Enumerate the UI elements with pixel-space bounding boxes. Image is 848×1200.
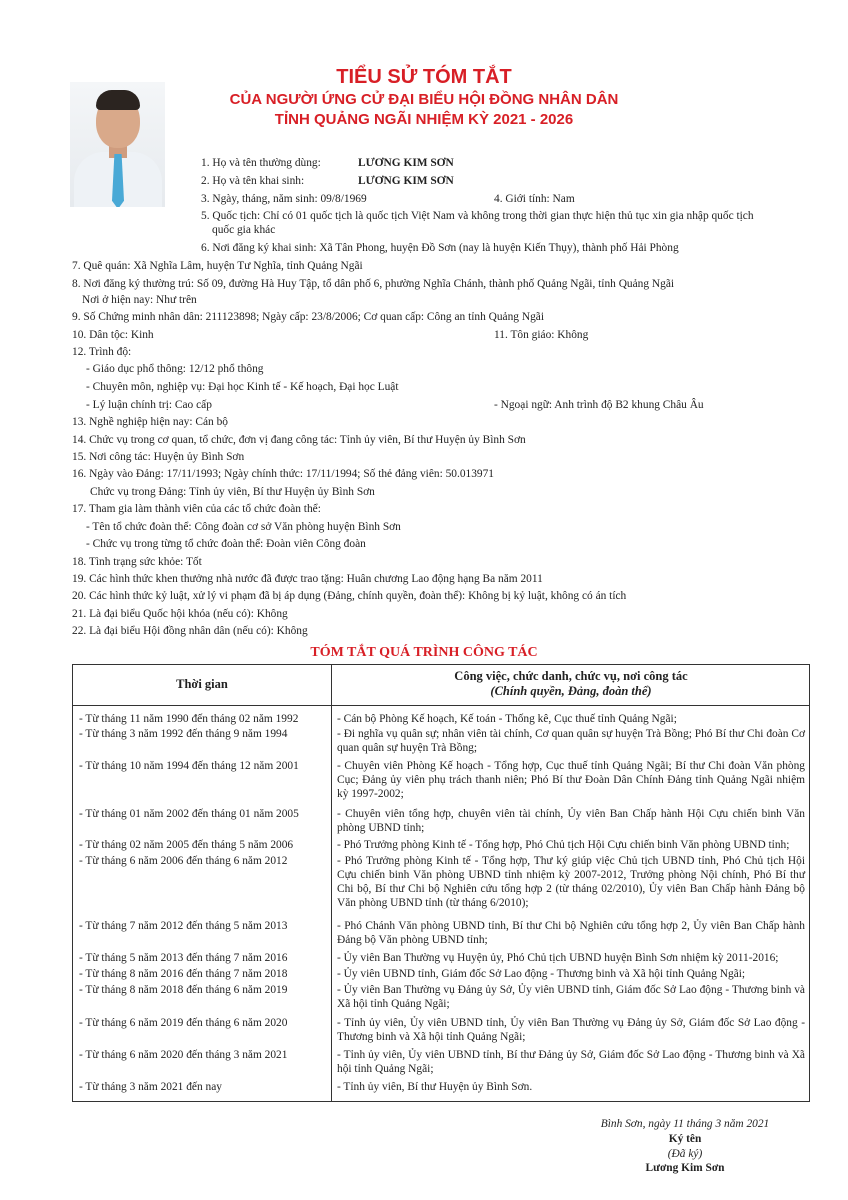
career-table [72, 664, 810, 1102]
row-time: - Từ tháng 3 năm 2021 đến nay [79, 1081, 222, 1093]
field-birth-name-label: 2. Họ và tên khai sinh: [201, 175, 305, 187]
row-work: - Chuyên viên tổng hợp, chuyên viên tài chính, Ủy viên Ban Chấp hành Hội Cựu chiến binh Văn phòng UBND tỉnh; [337, 808, 805, 834]
field-religion: 11. Tôn giáo: Không [494, 329, 589, 341]
field-id-card: 9. Số Chứng minh nhân dân: 211123898; Ngày cấp: 23/8/2006; Cơ quan cấp: Công an tỉnh Quảng Ngãi [72, 311, 544, 323]
signature-name: Lương Kim Sơn [645, 1162, 725, 1174]
field-common-name-label: 1. Họ và tên thường dùng: [201, 157, 321, 169]
field-national-assembly: 21. Là đại biểu Quốc hội khóa (nếu có): Không [72, 608, 288, 620]
field-birth-registration: 6. Nơi đăng ký khai sinh: Xã Tân Phong, huyện Đồ Sơn (nay là huyện Kiến Thụy), thành phố Hải Phòng [201, 242, 679, 254]
row-work: - Ủy viên Ban Thường vụ Đảng ủy Sở, Ủy viên UBND tỉnh, Giám đốc Sở Lao động - Thương binh và Xã hội tỉnh Quảng Ngãi; [337, 984, 805, 1010]
field-party-join: 16. Ngày vào Đảng: 17/11/1993; Ngày chính thức: 17/11/1994; Số thẻ đảng viên: 50.013971 [72, 468, 494, 480]
row-work: - Tỉnh ủy viên, Ủy viên UBND tỉnh, Ủy viên Ban Thường vụ Đảng ủy Sở, Giám đốc Sở Lao động - Thương binh và Xã hội tỉnh Quảng Ngãi; [337, 1017, 805, 1043]
field-peoples-council: 22. Là đại biểu Hội đồng nhân dân (nếu có): Không [72, 625, 308, 637]
row-time: - Từ tháng 8 năm 2016 đến tháng 7 năm 2018 [79, 968, 288, 980]
signature-signed-note: (Đã ký) [667, 1148, 703, 1160]
signature-label: Ký tên [668, 1133, 702, 1145]
field-awards: 19. Các hình thức khen thưởng nhà nước đã được trao tặng: Huân chương Lao động hạng Ba năm 2011 [72, 573, 543, 585]
field-discipline: 20. Các hình thức kỷ luật, xử lý vi phạm đã bị áp dụng (Đảng, chính quyền, đoàn thể): Không bị kỷ luật, không có án tích [72, 590, 627, 602]
column-header-work-line2: (Chính quyền, Đảng, đoàn thể) [490, 684, 652, 698]
field-health: 18. Tình trạng sức khỏe: Tốt [72, 556, 202, 568]
row-time: - Từ tháng 11 năm 1990 đến tháng 02 năm 1992 [79, 713, 299, 725]
field-specialization: - Chuyên môn, nghiệp vụ: Đại học Kinh tế - Kế hoạch, Đại học Luật [86, 381, 399, 393]
row-work: - Đi nghĩa vụ quân sự; nhân viên tài chính, Cơ quan quân sự huyện Trà Bồng; Phó Bí thư Chi đoàn Cơ quan quân sự huyện Trà Bồng; [337, 728, 805, 754]
row-work: - Phó Trưởng phòng Kinh tế - Tổng hợp, Phó Chủ tịch Hội Cựu chiến binh Văn phòng UBND tỉnh; [337, 839, 790, 851]
field-education: 12. Trình độ: [72, 346, 132, 358]
field-political-theory: - Lý luận chính trị: Cao cấp [86, 399, 212, 411]
column-header-work [332, 669, 810, 699]
field-workplace: 15. Nơi công tác: Huyện ủy Bình Sơn [72, 451, 245, 463]
field-party-position: Chức vụ trong Đảng: Tỉnh ủy viên, Bí thư Huyện ủy Bình Sơn [90, 486, 375, 498]
field-nationality: 5. Quốc tịch: Chỉ có 01 quốc tịch là quốc tịch Việt Nam và không trong thời gian thực hiện thủ tục xin gia nhập quốc tịch [201, 210, 754, 222]
field-position: 14. Chức vụ trong cơ quan, tổ chức, đơn vị đang công tác: Tỉnh ủy viên, Bí thư Huyện ủy Bình Sơn [72, 434, 526, 446]
row-time: - Từ tháng 10 năm 1994 đến tháng 12 năm 2001 [79, 760, 299, 772]
field-ethnicity: 10. Dân tộc: Kinh [72, 329, 154, 341]
field-organization-name: - Tên tổ chức đoàn thể: Công đoàn cơ sở Văn phòng huyện Bình Sơn [86, 521, 401, 533]
row-work: - Chuyên viên Phòng Kế hoạch - Tổng hợp, Cục thuế tỉnh Quảng Ngãi; Bí thư Chi đoàn Văn phòng Cục; Đảng ủy viên phụ trách thanh niên; Phó Bí thư Đoàn Dân Chính Đảng tỉnh Quảng Ngãi nhiệm kỳ 1997-2002; [337, 760, 805, 800]
column-header-time: Thời gian [176, 677, 228, 691]
field-birthdate: 3. Ngày, tháng, năm sinh: 09/8/1969 [201, 193, 367, 205]
field-common-name-value: LƯƠNG KIM SƠN [358, 157, 454, 169]
row-time: - Từ tháng 5 năm 2013 đến tháng 7 năm 2016 [79, 952, 288, 964]
doc-subtitle-1: CỦA NGƯỜI ỨNG CỬ ĐẠI BIỂU HỘI ĐỒNG NHÂN DÂN [229, 91, 619, 108]
field-organization-role: - Chức vụ trong từng tổ chức đoàn thể: Đoàn viên Công đoàn [86, 538, 366, 550]
row-work: - Ủy viên Ban Thường vụ Huyện ủy, Phó Chủ tịch UBND huyện Bình Sơn nhiệm kỳ 2011-2016; [337, 952, 779, 964]
career-section-title: TÓM TẮT QUÁ TRÌNH CÔNG TÁC [310, 645, 538, 660]
row-work: - Phó Trưởng phòng Kinh tế - Tổng hợp, Thư ký giúp việc Chủ tịch UBND tỉnh, Phó Chủ tịch Hội Cựu chiến binh Văn phòng UBND tỉnh nhiệm kỳ 2007-2012, Trưởng phòng Nội chính, Phó Bí thư Chi bộ, Bí thư Chi bộ Nghiên cứu tổng hợp 2 (từ tháng 02/2010), Ủy viên Ban Chấp hành Đảng bộ Văn phòng UBND tỉnh (từ tháng 6/2010); [337, 855, 805, 909]
row-work: - Phó Chánh Văn phòng UBND tỉnh, Bí thư Chi bộ Nghiên cứu tổng hợp 2, Ủy viên Ban Chấp hành Đảng bộ Văn phòng UBND tỉnh; [337, 920, 805, 946]
row-time: - Từ tháng 8 năm 2018 đến tháng 6 năm 2019 [79, 984, 288, 996]
row-work: - Ủy viên UBND tỉnh, Giám đốc Sở Lao động - Thương binh và Xã hội tỉnh Quảng Ngãi; [337, 968, 746, 980]
column-header-work-line1: Công việc, chức danh, chức vụ, nơi công tác [454, 669, 688, 683]
field-hometown: 7. Quê quán: Xã Nghĩa Lâm, huyện Tư Nghĩa, tỉnh Quảng Ngãi [72, 260, 363, 272]
doc-subtitle-2: TỈNH QUẢNG NGÃI NHIỆM KỲ 2021 - 2026 [274, 111, 574, 128]
row-time: - Từ tháng 6 năm 2006 đến tháng 6 năm 2012 [79, 855, 288, 867]
row-work: - Tỉnh ủy viên, Bí thư Huyện ủy Bình Sơn. [337, 1081, 533, 1093]
row-time: - Từ tháng 6 năm 2020 đến tháng 3 năm 2021 [79, 1049, 288, 1061]
field-foreign-language: - Ngoại ngữ: Anh trình độ B2 khung Châu Âu [494, 399, 704, 411]
field-birth-name-value: LƯƠNG KIM SƠN [358, 175, 454, 187]
row-time: - Từ tháng 3 năm 1992 đến tháng 9 năm 1994 [79, 728, 288, 740]
field-nationality-cont: quốc gia khác [212, 224, 276, 236]
doc-title: TIỂU SỬ TÓM TẮT [336, 66, 512, 88]
row-time: - Từ tháng 02 năm 2005 đến tháng 5 năm 2006 [79, 839, 294, 851]
row-work: - Tỉnh ủy viên, Ủy viên UBND tỉnh, Bí thư Đảng ủy Sở, Giám đốc Sở Lao động - Thương binh và Xã hội tỉnh Quảng Ngãi; [337, 1049, 805, 1075]
row-time: - Từ tháng 7 năm 2012 đến tháng 5 năm 2013 [79, 920, 288, 932]
field-residence: 8. Nơi đăng ký thường trú: Số 09, đường Hà Huy Tập, tổ dân phố 6, phường Nghĩa Chánh, thành phố Quảng Ngãi, tỉnh Quảng Ngãi [72, 278, 675, 290]
row-time: - Từ tháng 01 năm 2002 đến tháng 01 năm 2005 [79, 808, 299, 820]
field-occupation: 13. Nghề nghiệp hiện nay: Cán bộ [72, 416, 228, 428]
field-general-education: - Giáo dục phổ thông: 12/12 phổ thông [86, 363, 264, 375]
row-time: - Từ tháng 6 năm 2019 đến tháng 6 năm 2020 [79, 1017, 288, 1029]
row-work: - Cán bộ Phòng Kế hoạch, Kế toán - Thống kê, Cục thuế tỉnh Quảng Ngãi; [337, 713, 677, 725]
field-current-address: Nơi ở hiện nay: Như trên [82, 294, 197, 306]
field-gender: 4. Giới tính: Nam [494, 193, 575, 205]
field-organizations: 17. Tham gia làm thành viên của các tổ chức đoàn thể: [72, 503, 321, 515]
signature-place-date: Bình Sơn, ngày 11 tháng 3 năm 2021 [600, 1118, 770, 1130]
